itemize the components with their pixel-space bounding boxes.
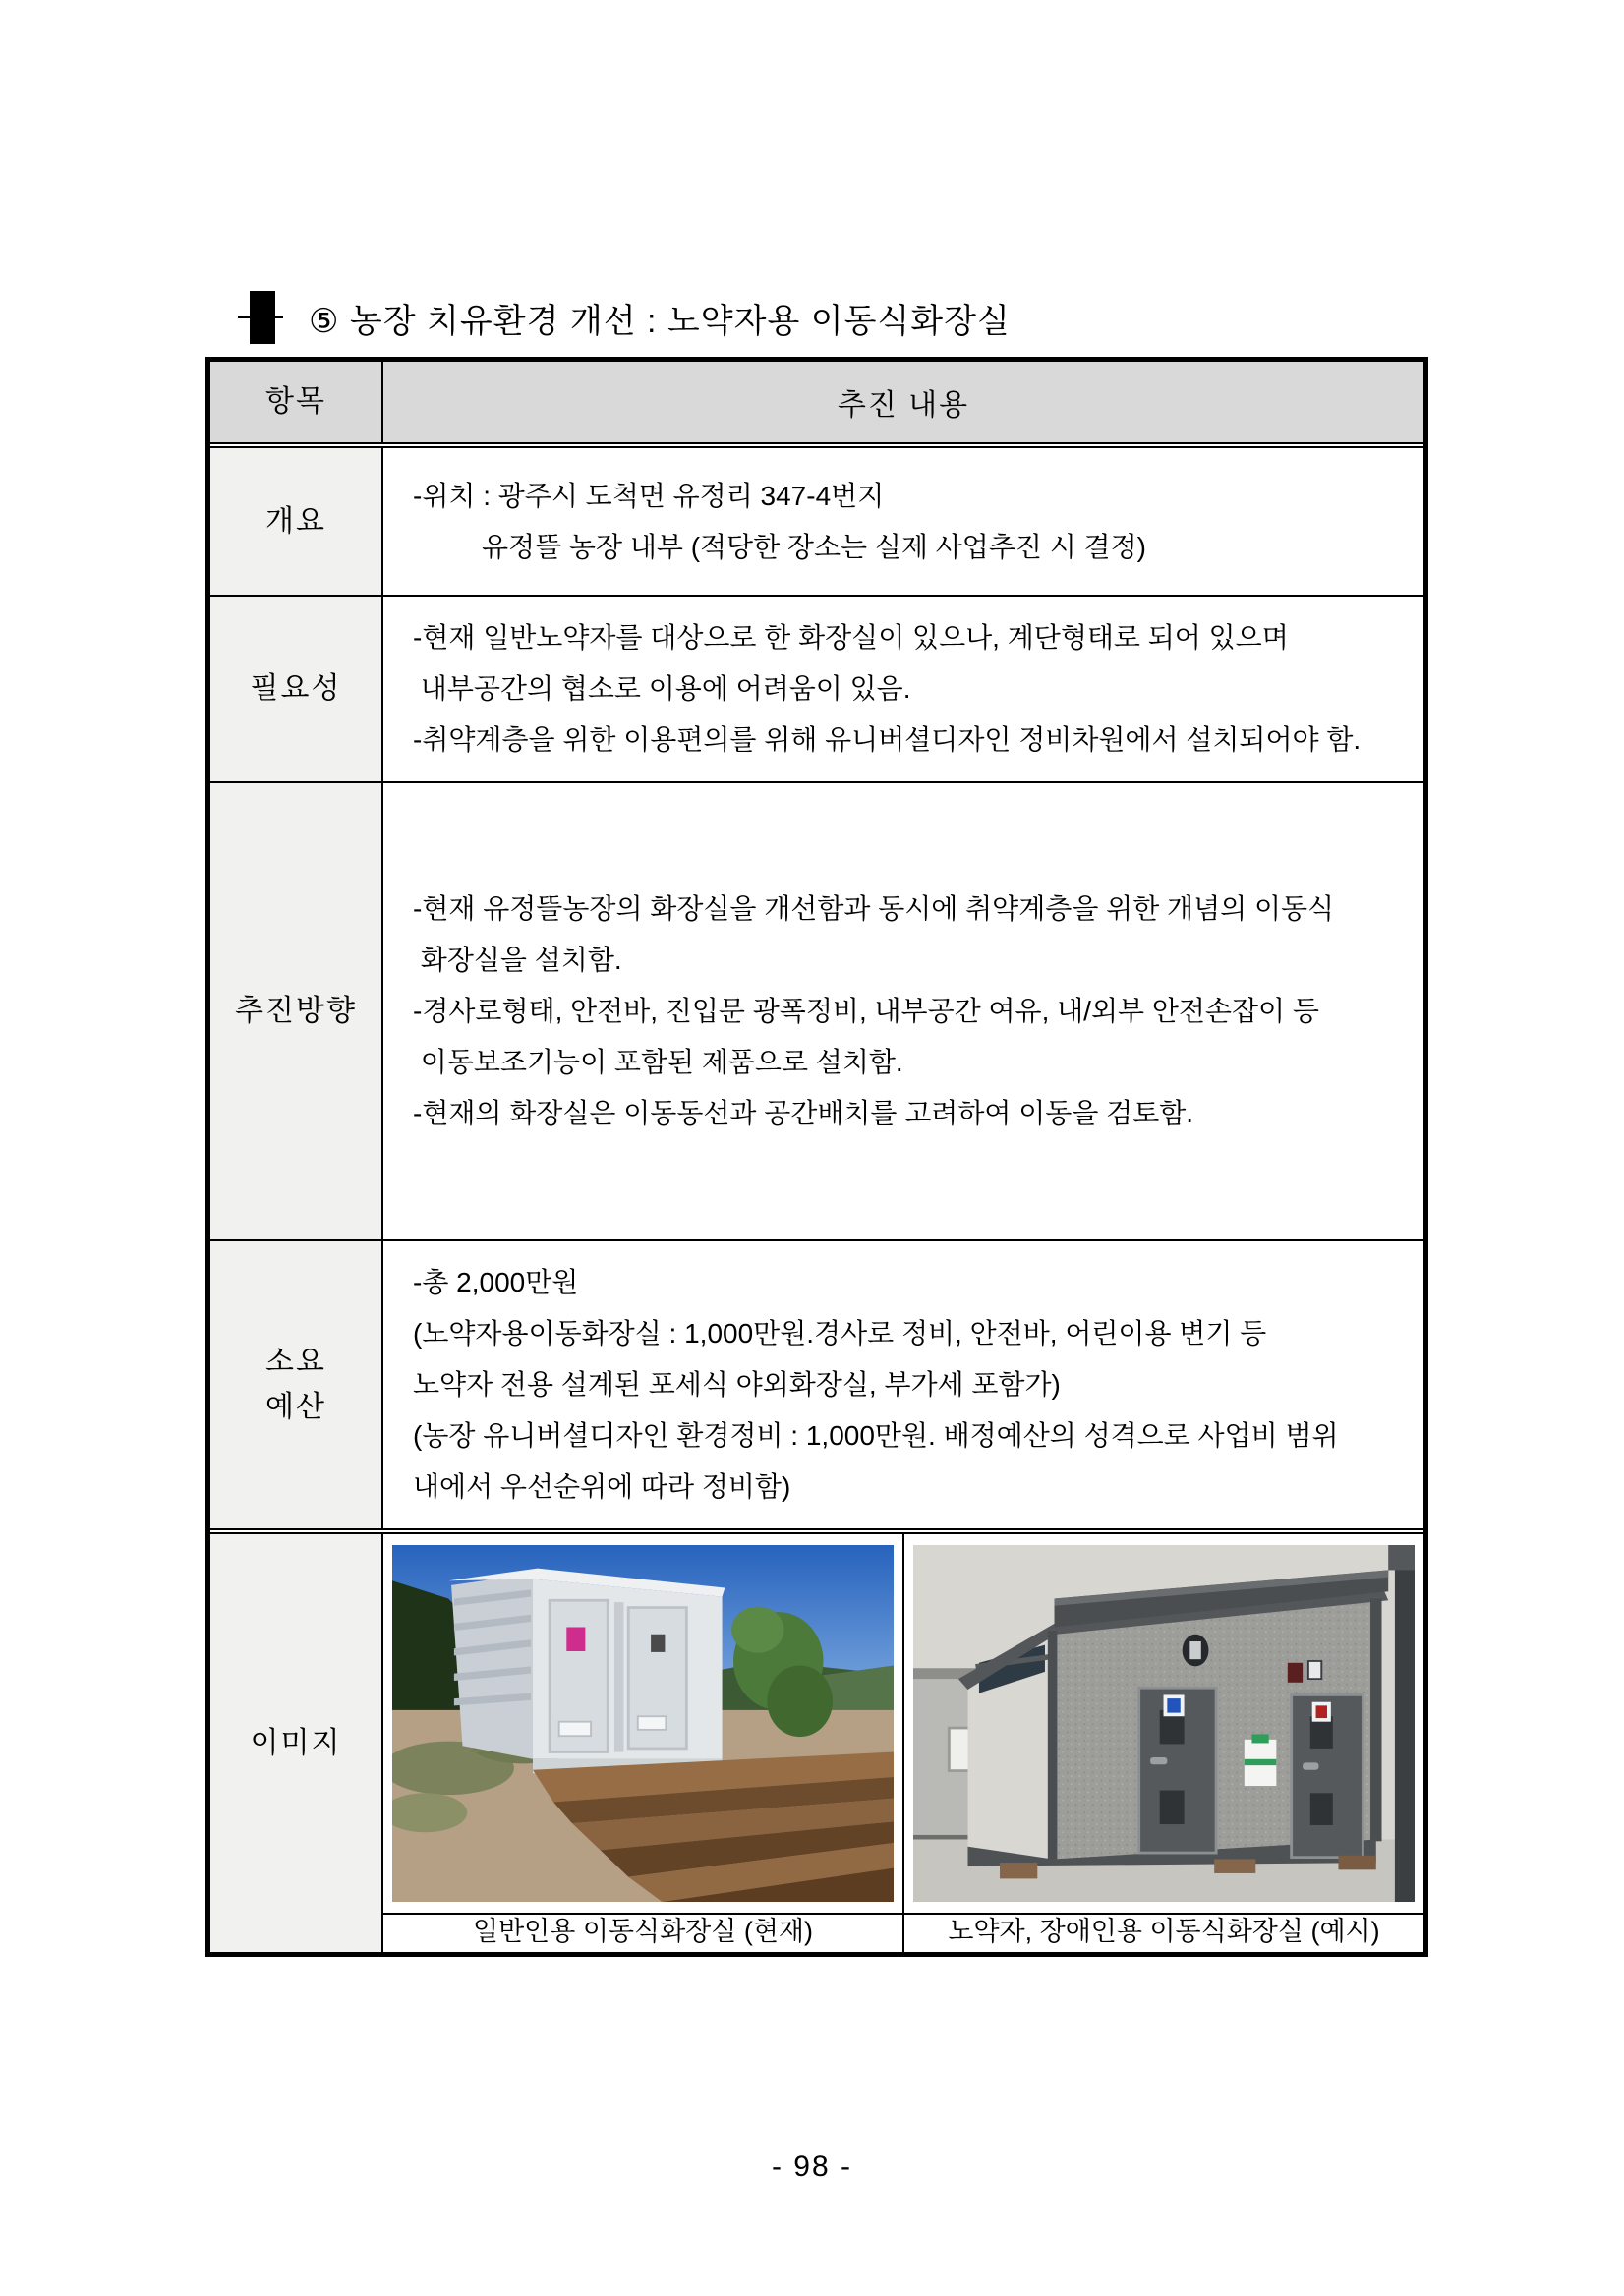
bullet-rect <box>250 291 275 344</box>
row-label-budget-line1: 소요 <box>265 1346 326 1378</box>
text-line: -현재 유정뜰농장의 화장실을 개선함과 동시에 취약계층을 위한 개념의 이동식 <box>413 893 1335 924</box>
text-line: 화장실을 설치함. <box>413 945 622 975</box>
section-title-row <box>238 283 1011 352</box>
photo-cell-current <box>383 1534 904 1913</box>
header-cell-content <box>383 362 1423 442</box>
row-label-direction: 추진방향 <box>210 783 383 1239</box>
text-line: -취약계층을 위한 이용편의를 위해 유니버셜디자인 정비차원에서 설치되어야 함. <box>413 724 1362 755</box>
section-title: ⑤ 농장 치유환경 개선 : 노약자용 이동식화장실 <box>309 302 1011 340</box>
photo-toilet-building <box>448 1569 725 1776</box>
header-item-label: 항목 <box>265 385 326 418</box>
text-line: -위치 : 광주시 도척면 유정리 347-4번지 <box>413 480 885 511</box>
row-content-direction <box>383 783 1423 1239</box>
caption-row <box>383 1913 1423 1952</box>
row-content-necessity <box>383 597 1423 781</box>
photo-current-toilet <box>392 1545 894 1902</box>
row-content-budget <box>383 1241 1423 1528</box>
header-content-label: 추진 내용 <box>837 389 970 422</box>
header-cell-item <box>210 362 383 442</box>
text-line: 내에서 우선순위에 따라 정비함) <box>413 1471 791 1502</box>
text-line: -현재 일반노약자를 대상으로 한 화장실이 있으나, 계단형태로 되어 있으며 <box>413 622 1289 653</box>
row-content-overview <box>383 448 1423 595</box>
text-line: (노약자용이동화장실 : 1,000만원.경사로 정비, 안전바, 어린이용 변기 등 <box>413 1318 1267 1349</box>
caption-current: 일반인용 이동식화장실 (현재) <box>383 1915 904 1952</box>
caption-example: 노약자, 장애인용 이동식화장실 (예시) <box>948 1917 1380 1946</box>
text-line: 내부공간의 협소로 이용에 어려움이 있음. <box>413 673 911 704</box>
row-label-overview: 개요 <box>210 448 383 595</box>
text-line: 노약자 전용 설계된 포세식 야외화장실, 부가세 포함가) <box>413 1369 1061 1400</box>
page-number: - 98 - <box>771 2151 853 2183</box>
photo-pair <box>383 1534 1423 1913</box>
text-line: (농장 유니버셜디자인 환경정비 : 1,000만원. 배정예산의 성격으로 사업비 범위 <box>413 1420 1339 1451</box>
table-row-images <box>210 1534 1423 1952</box>
text-line: -총 2,000만원 <box>413 1267 579 1297</box>
photo-cell-example <box>904 1534 1423 1913</box>
row-label-necessity: 필요성 <box>210 597 383 781</box>
table-row-necessity <box>210 597 1423 783</box>
image-row-content <box>383 1534 1423 1952</box>
project-table <box>205 357 1428 1957</box>
text-line: -현재의 화장실은 이동동선과 공간배치를 고려하여 이동을 검토함. <box>413 1098 1194 1128</box>
text-line: 유정뜰 농장 내부 (적당한 장소는 실제 사업추진 시 결정) <box>413 531 1146 562</box>
row-label-images: 이미지 <box>210 1534 383 1952</box>
text-line: 이동보조기능이 포함된 제품으로 설치함. <box>413 1047 903 1077</box>
row-label-budget-line2: 예산 <box>265 1391 326 1423</box>
text-line: -경사로형태, 안전바, 진입문 광폭정비, 내부공간 여유, 내/외부 안전손잡이 등 <box>413 996 1319 1026</box>
table-header-row <box>210 362 1423 448</box>
table-row-budget <box>210 1241 1423 1534</box>
photo-accessible-toilet <box>913 1545 1415 1902</box>
row-label-budget <box>210 1241 383 1528</box>
table-row-direction <box>210 783 1423 1241</box>
table-row-overview <box>210 448 1423 597</box>
section-bullet-icon <box>238 287 283 348</box>
